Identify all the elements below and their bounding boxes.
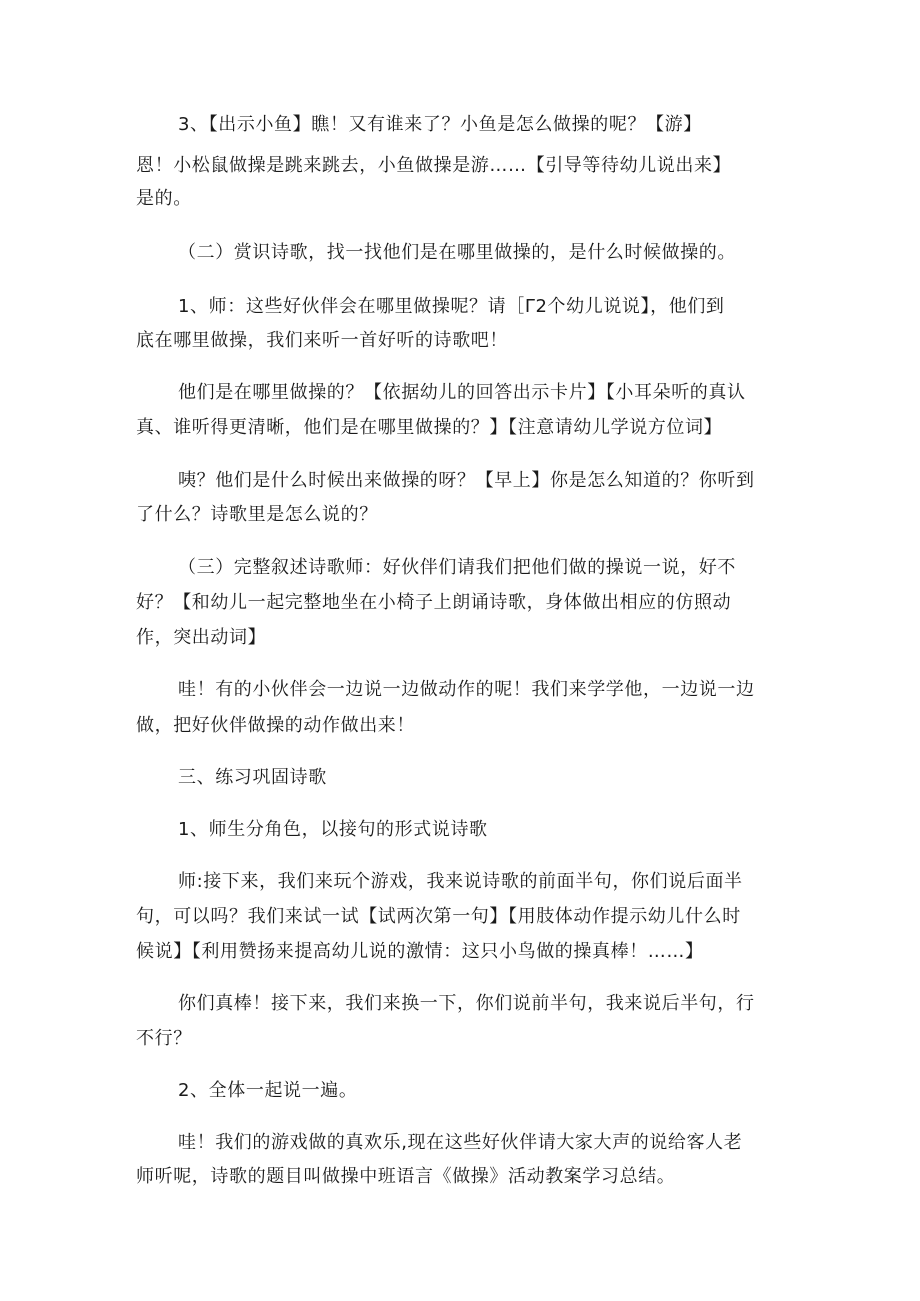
text-line: 恩！小松鼠做操是跳来跳去，小鱼做操是游……【引导等待幼儿说出来】 [136, 155, 732, 176]
text-line: 真、谁听得更清晰，他们是在哪里做操的？】【注意请幼儿学说方位词】 [136, 417, 723, 438]
text-line: 哇！有的小伙伴会一边说一边做动作的呢！我们来学学他，一边说一边 [178, 679, 755, 700]
text-line: 好？【和幼儿一起完整地坐在小椅子上朗诵诗歌，身体做出相应的仿照动 [136, 592, 732, 613]
text-line: 候说】【利用赞扬来提高幼儿说的激情：这只小鸟做的操真棒！……】 [136, 941, 704, 962]
text-line: 是的。 [136, 188, 192, 209]
text-line: 他们是在哪里做操的？【依据幼儿的回答出示卡片】【小耳朵听的真认 [178, 382, 746, 403]
text-line: 做，把好伙伴做操的动作做出来！ [136, 715, 415, 736]
text-line: 不行？ [136, 1028, 192, 1049]
text-line: （二）赏识诗歌，找一找他们是在哪里做操的，是什么时候做操的。 [178, 242, 736, 263]
text-line: 了什么？诗歌里是怎么说的？ [136, 504, 378, 525]
text-line: 1、师生分角色，以接句的形式说诗歌 [178, 819, 488, 840]
text-line: 3、【出示小鱼】瞧！又有谁来了？小鱼是怎么做操的呢？【游】 [178, 114, 702, 135]
text-line: 句，可以吗？我们来试一试【试两次第一句】【用肢体动作提示幼儿什么时 [136, 906, 741, 927]
text-line: 师听呢，诗歌的题目叫做操中班语言《做操》活动教案学习总结。 [136, 1166, 676, 1187]
text-line: 咦？他们是什么时候出来做操的呀？【早上】你是怎么知道的？你听到 [178, 470, 755, 491]
text-line: 你们真棒！接下来，我们来换一下，你们说前半句，我来说后半句，行 [178, 993, 755, 1014]
text-line: 底在哪里做操，我们来听一首好听的诗歌吧！ [136, 330, 508, 351]
text-line: 师:接下来，我们来玩个游戏，我来说诗歌的前面半句，你们说后面半 [178, 871, 743, 892]
text-line: 2、全体一起说一遍。 [178, 1080, 358, 1101]
text-line: 1、师：这些好伙伴会在哪里做操呢？请［Γ2个幼儿说说】，他们到 [178, 296, 725, 317]
text-line: （三）完整叙述诗歌师：好伙伴们请我们把他们做的操说一说，好不 [178, 557, 736, 578]
section-heading: 三、练习巩固诗歌 [178, 767, 327, 788]
text-line: 哇！我们的游戏做的真欢乐,现在这些好伙伴请大家大声的说给客人老 [178, 1132, 743, 1153]
text-line: 作，突出动词】 [136, 627, 267, 648]
